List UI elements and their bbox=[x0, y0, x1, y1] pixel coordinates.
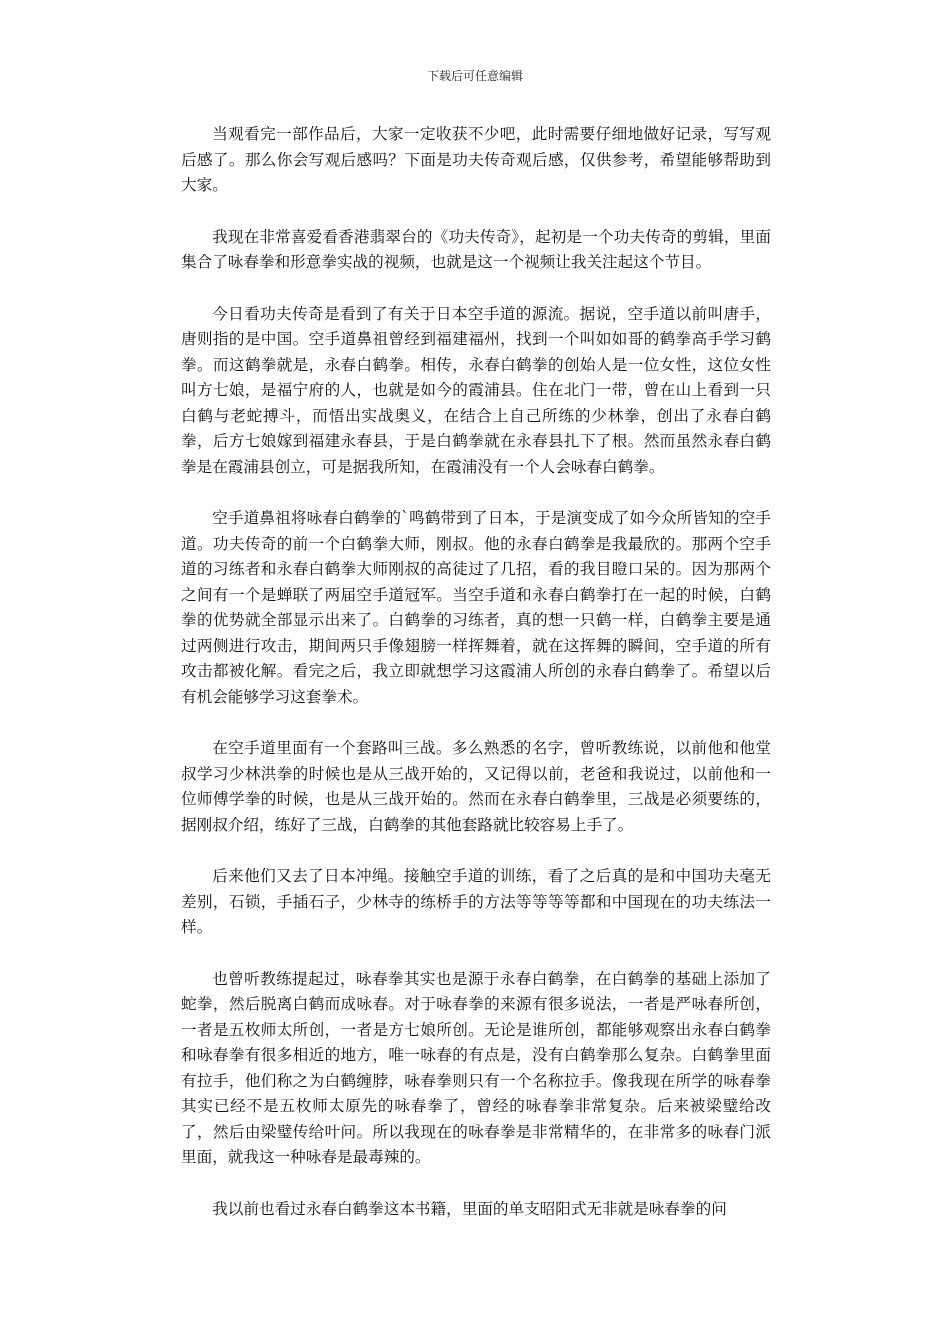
page-header: 下载后可任意编辑 bbox=[426, 69, 523, 83]
paragraph-8: 我以前也看过永春白鹤拳这本书籍，里面的单支昭阳式无非就是咏春拳的问 bbox=[212, 1199, 727, 1218]
paragraph-1: 当观看完一部作品后，大家一定收获不少吧，此时需要仔细地做好记录，写写观后感了。那么你会写观后感吗？下面是功夫传奇观后感，仅供参考，希望能够帮助到大家。 bbox=[181, 125, 771, 194]
paragraph-7: 也曾听教练提起过，咏春拳其实也是源于永春白鹤拳，在白鹤拳的基础上添加了蛇拳，然后脱离白鹤而成咏春。对于咏春拳的来源有很多说法，一者是严咏春所创，一者是五枚师太所创，一者是方七娘所创。无论是谁所创，都能够观察出永春白鹤拳和咏春拳有很多相近的地方，唯一咏春的有点是，没有白鹤拳那么复杂。白鹤拳里面有拉手，他们称之为白鹤缠脖，咏春拳则只有一个名称拉手。像我现在所学的咏春拳其实已经不是五枚师太原先的咏春拳了，曾经的咏春拳非常复杂。后来被梁璧给改了，然后由梁璧传给叶问。所以我现在的咏春拳是非常精华的，在非常多的咏春门派里面，就我这一种咏春是最毒辣的。 bbox=[181, 969, 771, 1166]
paragraph-3: 今日看功夫传奇是看到了有关于日本空手道的源流。据说，空手道以前叫唐手，唐则指的是中国。空手道鼻祖曾经到福建福州，找到一个叫如如哥的鹤拳高手学习鹤拳。而这鹤拳就是，永春白鹤拳。相传，永春白鹤拳的创始人是一位女性，这位女性叫方七娘，是福宁府的人，也就是如今的霞浦县。住在北门一带，曾在山上看到一只白鹤与老蛇搏斗，而悟出实战奥义，在结合上自己所练的少林拳，创出了永春白鹤拳，后方七娘嫁到福建永春县，于是白鹤拳就在永春县扎下了根。然而虽然永春白鹤拳是在霞浦县创立，可是据我所知，在霞浦没有一个人会咏春白鹤拳。 bbox=[181, 304, 771, 476]
article-body bbox=[181, 122, 771, 1248]
paragraph-6: 后来他们又去了日本冲绳。接触空手道的训练，看了之后真的是和中国功夫毫无差别，石锁，手插石子，少林寺的练桥手的方法等等等等都和中国现在的功夫练法一样。 bbox=[181, 867, 771, 936]
paragraph-2: 我现在非常喜爱看香港翡翠台的《功夫传奇》，起初是一个功夫传奇的剪辑，里面集合了咏春拳和形意拳实战的视频，也就是这一个视频让我关注起这个节目。 bbox=[181, 227, 771, 271]
paragraph-5: 在空手道里面有一个套路叫三战。多么熟悉的名字，曾听教练说，以前他和他堂叔学习少林洪拳的时候也是从三战开始的，又记得以前，老爸和我说过，以前他和一位师傅学拳的时候，也是从三战开始的。然而在永春白鹤拳里，三战是必须要练的，据刚叔介绍，练好了三战，白鹤拳的其他套路就比较容易上手了。 bbox=[181, 739, 771, 834]
paragraph-4: 空手道鼻祖将咏春白鹤拳的`鸣鹤带到了日本，于是演变成了如今众所皆知的空手道。功夫传奇的前一个白鹤拳大师，刚叔。他的永春白鹤拳是我最欣的。那两个空手道的习练者和永春白鹤拳大师刚叔的高徒过了几招，看的我目瞪口呆的。因为那两个之间有一个是蝉联了两届空手道冠军。当空手道和永春白鹤拳打在一起的时候，白鹤拳的优势就全部显示出来了。白鹤拳的习练者，真的想一只鹤一样，白鹤拳主要是通过两侧进行攻击，期间两只手像翅膀一样挥舞着，就在这挥舞的瞬间，空手道的所有攻击都被化解。看完之后，我立即就想学习这霞浦人所创的永春白鹤拳了。希望以后有机会能够学习这套拳术。 bbox=[181, 509, 771, 706]
